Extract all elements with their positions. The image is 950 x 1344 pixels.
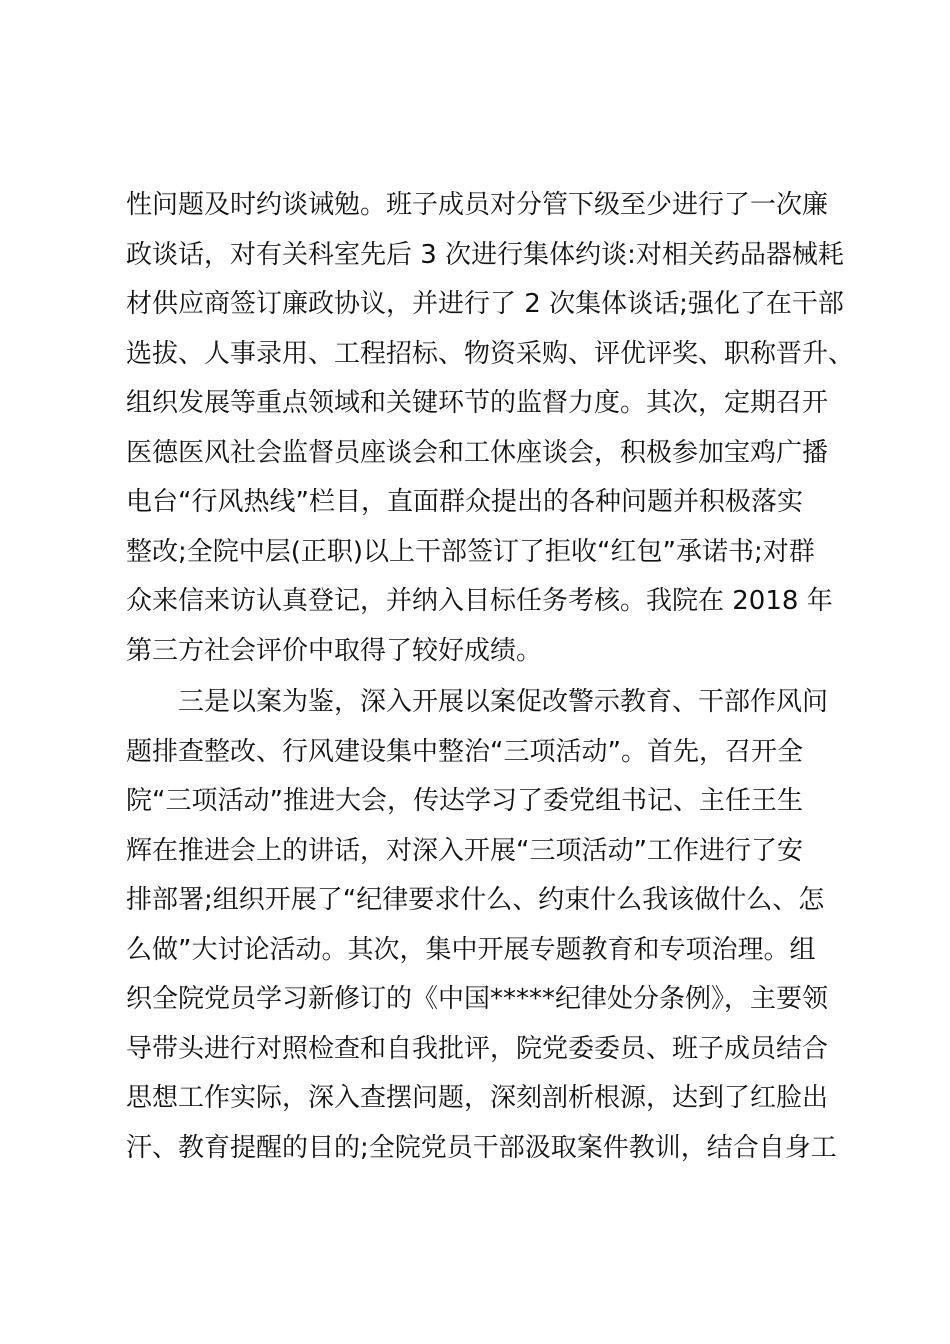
paragraph-1-line: 政谈话，对有关科室先后 3 次进行集体约谈:对相关药品器械耗	[126, 239, 844, 270]
paragraph-1-line: 第三方社会评价中取得了较好成绩。	[126, 635, 543, 666]
paragraph-1-line: 选拔、人事录用、工程招标、物资采购、评优评奖、职称晋升、	[126, 338, 855, 369]
paragraph-2-line: 辉在推进会上的讲话，对深入开展“三项活动”工作进行了安	[126, 835, 803, 866]
paragraph-1-line: 组织发展等重点领域和关键环节的监督力度。其次，定期召开	[126, 388, 829, 418]
paragraph-2-line: 排部署;组织开展了“纪律要求什么、约束什么我该做什么、怎	[126, 885, 825, 915]
paragraph-2-line: 题排查整改、行风建设集中整治“三项活动”。首先，召开全	[126, 736, 803, 767]
paragraph-1-line: 电台“行风热线”栏目，直面群众提出的各种问题并积极落实	[126, 487, 803, 517]
paragraph-2	[126, 678, 846, 1173]
paragraph-1	[126, 181, 855, 676]
paragraph-2-line: 导带头进行对照检查和自我批评，院党委委员、班子成员结合	[126, 1033, 829, 1064]
paragraph-1-line: 材供应商签订廉政协议，并进行了 2 次集体谈话;强化了在干部	[126, 289, 844, 319]
paragraph-2-line: 汗、教育提醒的目的;全院党员干部汲取案件教训，结合自身工	[126, 1132, 837, 1163]
paragraph-1-line: 众来信来访认真登记，并纳入目标任务考核。我院在 2018 年	[126, 586, 833, 616]
paragraph-2-line: 织全院党员学习新修订的《中国*****纪律处分条例》，主要领	[126, 984, 829, 1014]
paragraph-2-line: 院“三项活动”推进大会，传达学习了委党组书记、主任王生	[126, 786, 803, 816]
paragraph-1-line: 整改;全院中层(正职)以上干部签订了拒收“红包”承诺书;对群	[126, 536, 815, 567]
paragraph-2-line: 思想工作实际，深入查摆问题，深刻剖析根源，达到了红脸出	[126, 1083, 829, 1113]
paragraph-2-line: 么做”大讨论活动。其次，集中开展专题教育和专项治理。组	[126, 934, 816, 965]
paragraph-1-line: 医德医风社会监督员座谈会和工休座谈会，积极参加宝鸡广播	[126, 437, 829, 468]
paragraph-1-line: 性问题及时约谈诫勉。班子成员对分管下级至少进行了一次廉	[126, 190, 829, 220]
paragraph-2-line: 三是以案为鉴，深入开展以案促改警示教育、干部作风问	[178, 687, 829, 717]
